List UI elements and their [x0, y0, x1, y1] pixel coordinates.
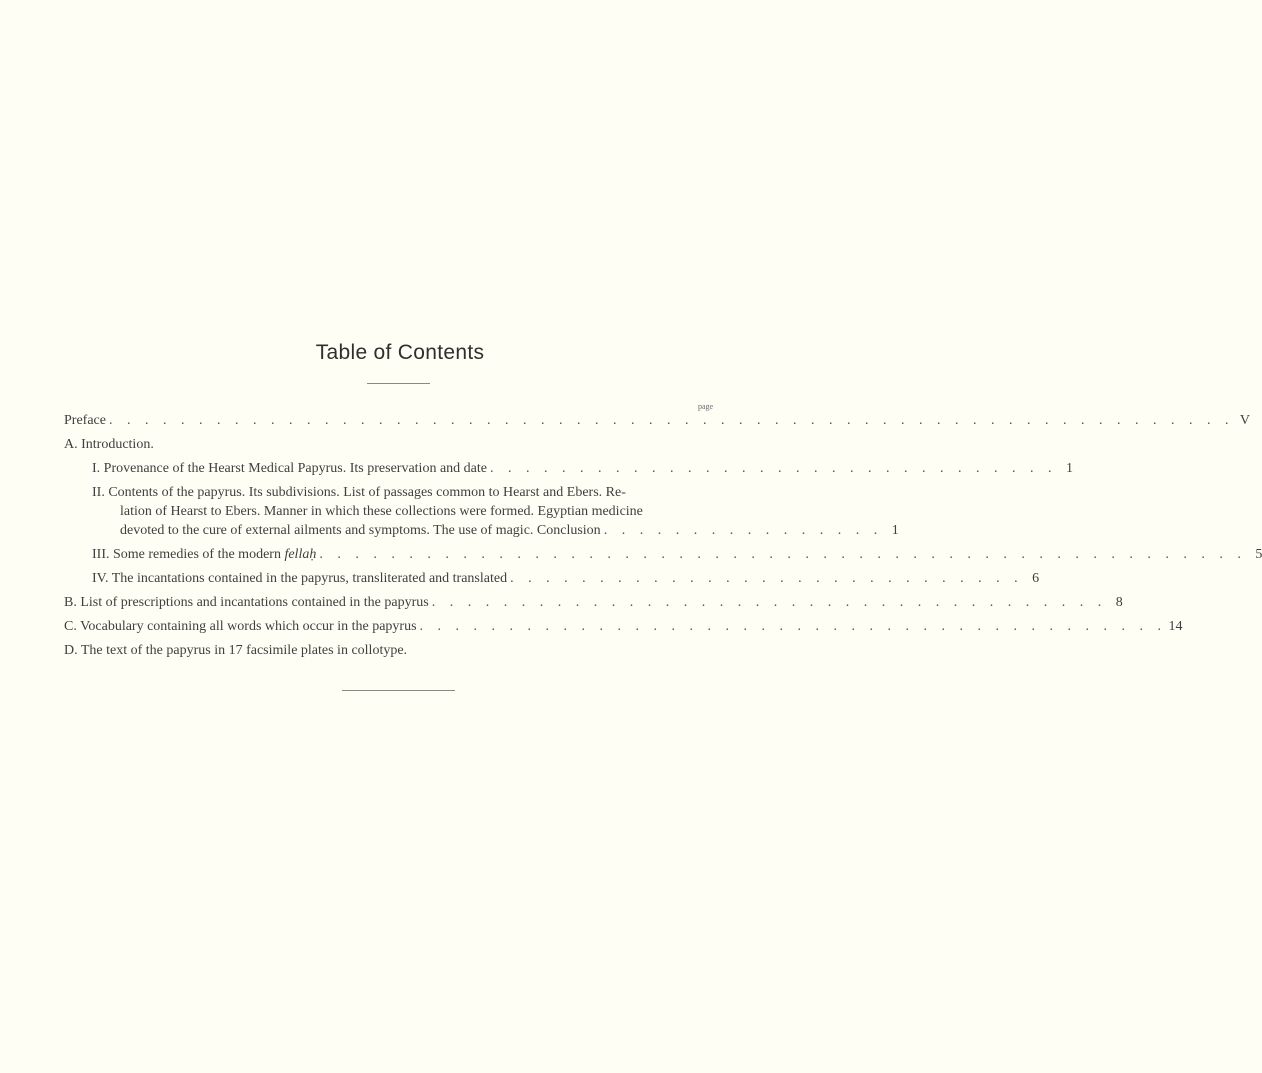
toc-entry-label: C. Vocabulary containing all words which occur in the papyrus [64, 619, 417, 634]
toc-entry-label [92, 545, 316, 564]
leader-dots: . . . . . . . . . . . . . . . . . . . . . . . . . . . . . . . . . . . . . . . . . . . . . . . . . . . . . . . . . . . . . . . [108, 413, 1234, 428]
bottom-divider [342, 690, 455, 691]
toc-entry-label-italic: fellaḥ [284, 547, 317, 562]
toc-entry-a2-line3 [120, 521, 899, 540]
toc-entry-page: 5 [1255, 547, 1262, 562]
toc-entry-a3[interactable] [92, 545, 1262, 564]
toc-entry-page: 14 [1168, 619, 1183, 634]
toc-entry-label: I. Provenance of the Hearst Medical Papyrus. Its preservation and date [92, 461, 487, 476]
toc-entry-a4[interactable] [92, 569, 1040, 588]
title-divider [367, 383, 430, 384]
toc-entry-page: 1 [891, 523, 899, 538]
leader-dots: . . . . . . . . . . . . . . . . . . . . . . . . . . . . . [510, 571, 1024, 586]
toc-entry-page: 1 [1065, 461, 1073, 476]
toc-entry-page: 8 [1115, 595, 1123, 610]
toc-entry-label: IV. The incantations contained in the papyrus, transliterated and translated [92, 571, 508, 586]
toc-entry-b[interactable] [64, 593, 1123, 612]
leader-dots: . . . . . . . . . . . . . . . . . . . . . . . . . . . . . . . . [489, 461, 1057, 476]
toc-entry-label-text: III. Some remedies of the modern [92, 547, 281, 562]
toc-entry-label: Preface [64, 413, 106, 428]
leader-dots: . . . . . . . . . . . . . . . . . . . . . . . . . . . . . . . . . . . . . . . . . . . . . . . . . . . . [319, 547, 1247, 562]
toc-entry-a1[interactable] [92, 459, 1073, 478]
toc-entry-page: 6 [1032, 571, 1040, 586]
toc-entry-preface[interactable] [64, 411, 1250, 430]
leader-dots: . . . . . . . . . . . . . . . . [603, 523, 883, 538]
toc-section-introduction[interactable]: A. Introduction. [64, 437, 154, 452]
toc-entry-a2-line2: lation of Hearst to Ebers. Manner in which these collections were formed. Egyptian medicine [120, 504, 643, 519]
toc-entry-d[interactable]: D. The text of the papyrus in 17 facsimile plates in collotype. [64, 643, 408, 658]
toc-entry-a2-line1[interactable]: II. Contents of the papyrus. Its subdivisions. List of passages common to Hearst and Ebers. Re- [92, 485, 626, 500]
leader-dots: . . . . . . . . . . . . . . . . . . . . . . . . . . . . . . . . . . . . . . . . . . [419, 619, 1167, 634]
toc-entry-page: V [1239, 413, 1250, 428]
leader-dots: . . . . . . . . . . . . . . . . . . . . . . . . . . . . . . . . . . . . . . [431, 595, 1107, 610]
toc-entry-label: devoted to the cure of external ailments and symptoms. The use of magic. Conclusion [120, 523, 601, 538]
page-column-heading: page [698, 402, 714, 411]
page-title: Table of Contents [315, 341, 485, 364]
toc-entry-c[interactable] [64, 617, 1183, 636]
toc-entry-label: B. List of prescriptions and incantations contained in the papyrus [64, 595, 429, 610]
